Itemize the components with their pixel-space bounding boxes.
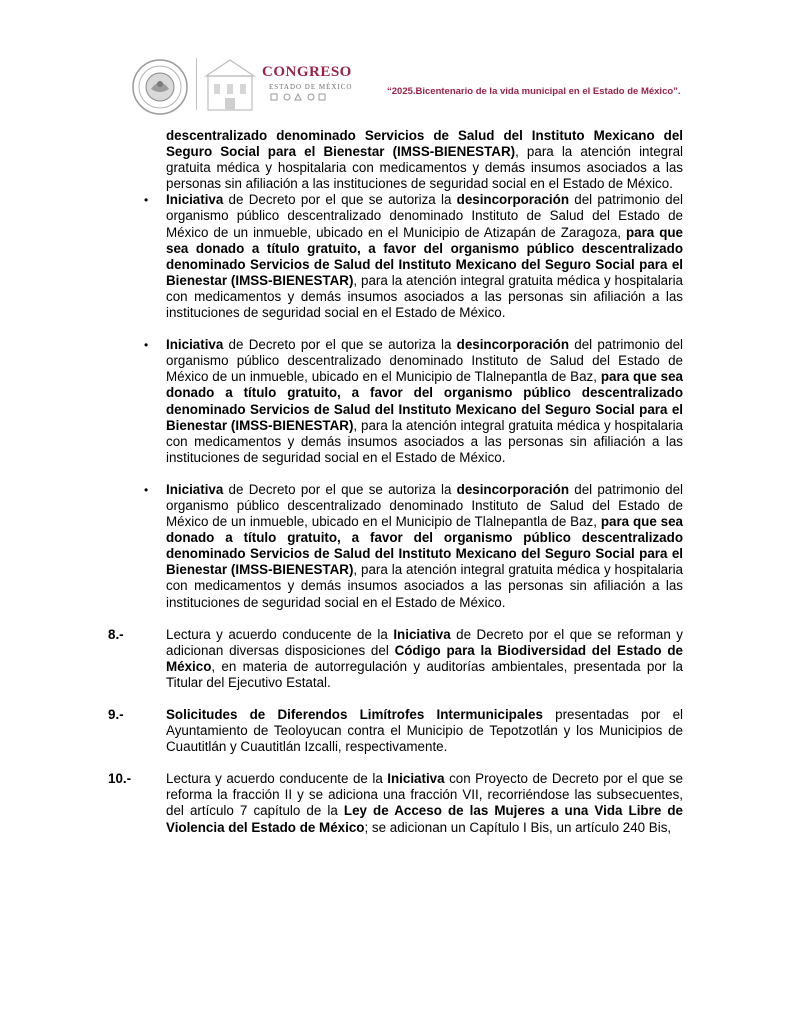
bold-text: desincorporación: [456, 481, 569, 497]
body-text: de Decreto por el que se autoriza la: [223, 481, 457, 497]
header-divider: [196, 58, 197, 110]
bold-text: descentralizado denominado Servicios de Salud del Instituto Mexicano del Seguro Social para el Bienestar (IMSS-BIENESTAR): [166, 128, 683, 160]
bold-text: Iniciativa: [393, 626, 451, 642]
body-text: , para la atención integral gratuita médica y hospitalaria con medicamentos y demás insumos asociados a las personas sin afiliación a las instituciones de seguridad social en el Estado de México.: [166, 562, 684, 610]
header-motto: “2025.Bicentenario de la vida municipal en el Estado de México”.: [387, 86, 681, 97]
body-text: , para la atención integral gratuita médica y hospitalaria con medicamentos y demás insumos asociados a las personas sin afiliación a las instituciones de seguridad social en el Estado de México.: [166, 272, 684, 321]
document-body: [108, 128, 683, 836]
item-number: 9.-: [108, 707, 124, 722]
body-text: , para la atención integral gratuita médica y hospitalaria con medicamentos y demás insumos asociados a las personas sin afiliación a las instituciones de seguridad social en el Estado de México.: [166, 417, 684, 465]
list-item: [144, 192, 684, 321]
body-text: , en materia de autorregulación y auditorías ambientales, presentada por la Titular del Ejecutivo Estatal.: [166, 658, 683, 690]
bold-text: Solicitudes de Diferendos Limítrofes Intermunicipales: [166, 707, 543, 722]
congress-building-icon: [204, 56, 256, 112]
list-item: [144, 337, 684, 466]
item-number: 8.-: [108, 626, 124, 642]
agenda-item-10: [108, 771, 683, 835]
body-text: , para la atención integral gratuita médica y hospitalaria con medicamentos y demás insumos asociados a las personas sin afiliación a las instituciones de seguridad social en el Estado de México.: [166, 144, 684, 192]
bold-text: para que sea donado a título gratuito, a favor del organismo público descentralizado denominado Servicios de Salud del Instituto Mexicano del Seguro Social para el Bienestar (IMSS-BIENESTAR): [166, 369, 684, 433]
bullet-icon: •: [144, 193, 149, 208]
spacer: [108, 466, 683, 482]
body-text: de Decreto por el que se autoriza la: [223, 337, 457, 353]
agenda-item-9: [108, 707, 683, 755]
bold-text: desincorporación: [456, 337, 569, 353]
body-text: ; se adicionan un Capítulo I Bis, un artículo 240 Bis,: [364, 819, 672, 835]
spacer: [108, 755, 683, 771]
congreso-subtitle: ESTADO DE MÉXICO: [269, 83, 353, 91]
continuation-paragraph: [166, 128, 683, 192]
body-text: del patrimonio del organismo público descentralizado denominado Instituto de Salud del Estado de México de un inmueble, ubicado en el Municipio de Tlalnepantla de Baz,: [166, 337, 683, 385]
body-text: Lectura y acuerdo conducente de la: [166, 626, 394, 642]
body-text: del patrimonio del organismo público descentralizado denominado Instituto de Salud del Estado de México de un inmueble, ubicado en el Municipio de Tlalnepantla de Baz,: [166, 481, 683, 530]
list-item: [144, 481, 684, 611]
body-text: de Decreto por el que se autoriza la: [223, 192, 457, 208]
bold-text: Iniciativa: [387, 771, 445, 787]
body-text: Lectura y acuerdo conducente de la: [166, 771, 388, 787]
bullet-icon: •: [144, 482, 149, 497]
bold-text: Iniciativa: [166, 192, 224, 208]
page-header: [0, 0, 791, 120]
state-seal-icon: [131, 58, 189, 116]
spacer: [108, 691, 683, 707]
spacer: [108, 321, 683, 337]
congreso-title: CONGRESO: [262, 64, 352, 80]
bold-text: Iniciativa: [166, 481, 224, 497]
body-text: presentadas por el Ayuntamiento de Teoloyucan contra el Municipio de Tepotzotlán y los Municipios de Cuautitlán y Cuautitlán Izcalli, respectivamente.: [166, 707, 684, 755]
bullet-icon: •: [144, 338, 149, 353]
bold-text: desincorporación: [456, 192, 569, 208]
spacer: [108, 611, 683, 627]
body-text: de Decreto por el que se reforman y adicionan diversas disposiciones del: [166, 626, 683, 658]
bold-text: Ley de Acceso de las Mujeres a una Vida Libre de Violencia del Estado de México: [166, 803, 683, 835]
bold-text: para que sea donado a título gratuito, a favor del organismo público descentralizado denominado Servicios de Salud del Instituto Mexicano del Seguro Social para el Bienestar (IMSS-BIENESTAR): [166, 224, 683, 288]
agenda-item-8: [108, 627, 683, 691]
bold-text: Iniciativa: [166, 337, 224, 353]
bold-text: Código para la Biodiversidad del Estado de México: [166, 642, 683, 674]
body-text: con Proyecto de Decreto por el que se reforma la fracción II y se adiciona una fracción VII, recorriéndose las subsecuentes, del artículo 7 capítulo de la: [166, 771, 683, 819]
item-number: 10.-: [108, 771, 132, 787]
decorative-glyphs-icon: [269, 92, 349, 102]
bold-text: para que sea donado a título gratuito, a favor del organismo público descentralizado denominado Servicios de Salud del Instituto Mexicano del Seguro Social para el Bienestar (IMSS-BIENESTAR): [166, 514, 684, 578]
body-text: del patrimonio del organismo público descentralizado denominado Instituto de Salud del Estado de México de un inmueble, ubicado en el Municipio de Atizapán de Zaragoza,: [166, 192, 683, 240]
